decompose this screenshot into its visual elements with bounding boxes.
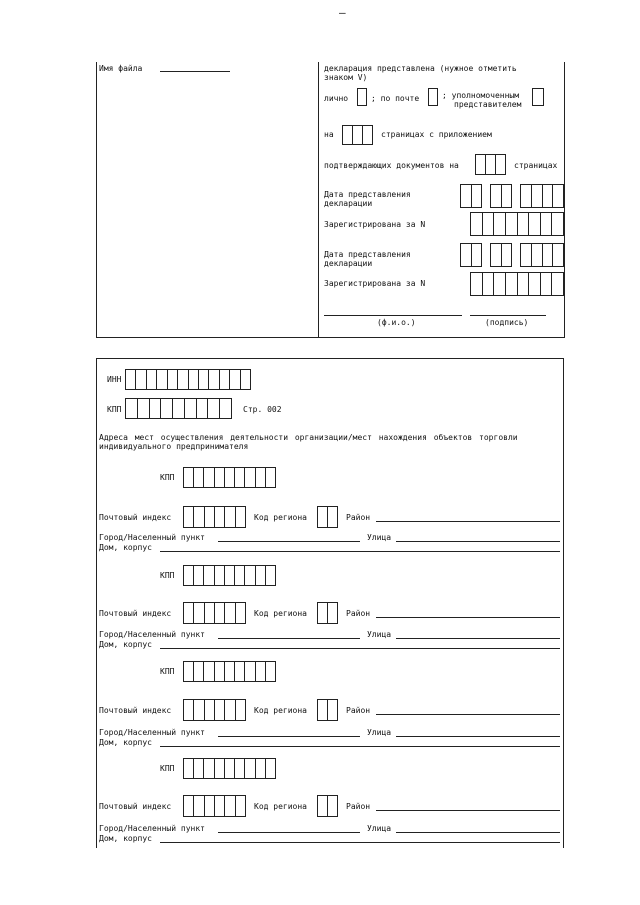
region-code-boxes[interactable] <box>317 699 338 721</box>
street-label: Улица <box>367 630 392 639</box>
city-label: Город/Населенный пункт <box>99 533 205 542</box>
date-label-2: Дата представления <box>324 250 411 259</box>
district-field[interactable] <box>376 617 560 618</box>
kpp-block-boxes[interactable] <box>183 661 276 682</box>
file-name-label: Имя файла <box>99 64 143 73</box>
city-field[interactable] <box>218 736 360 737</box>
postal-index-label: Почтовый индекс <box>99 609 172 618</box>
authorized-rep-label-2: представителем <box>454 100 522 109</box>
supporting-docs-label: подтверждающих документов на <box>324 161 459 170</box>
district-label: Район <box>346 609 371 618</box>
region-code-boxes[interactable] <box>317 506 338 528</box>
inn-boxes[interactable] <box>125 369 251 390</box>
declaration-submitted-label: декларация представлена (нужное отметить <box>324 64 517 73</box>
region-code-label: Код региона <box>254 802 307 811</box>
declaration-mark-note: знаком V) <box>324 73 368 82</box>
kpp-block-label: КПП <box>160 667 175 676</box>
city-field[interactable] <box>218 832 360 833</box>
region-code-label: Код региона <box>254 513 307 522</box>
pages-end-label: страницах <box>514 161 558 170</box>
postal-index-label: Почтовый индекс <box>99 513 172 522</box>
city-label: Город/Населенный пункт <box>99 630 205 639</box>
house-field[interactable] <box>160 648 560 649</box>
house-field[interactable] <box>160 551 560 552</box>
registered-label-2: Зарегистрирована за N <box>324 279 426 288</box>
district-label: Район <box>346 513 371 522</box>
registered-label-1: Зарегистрирована за N <box>324 220 426 229</box>
by-mail-label: ; по почте <box>371 94 420 103</box>
kpp-block-boxes[interactable] <box>183 467 276 488</box>
date-year-boxes-1[interactable] <box>520 184 564 208</box>
street-field[interactable] <box>396 638 560 639</box>
by-mail-checkbox[interactable] <box>428 88 438 106</box>
postal-index-boxes[interactable] <box>183 699 246 721</box>
region-code-label: Код региона <box>254 609 307 618</box>
date-label-2b: декларации <box>324 259 373 268</box>
region-code-boxes[interactable] <box>317 795 338 817</box>
district-label: Район <box>346 802 371 811</box>
date-year-boxes-2[interactable] <box>520 243 564 267</box>
kpp-block-label: КПП <box>160 473 175 482</box>
kpp-boxes[interactable] <box>125 398 232 419</box>
street-label: Улица <box>367 533 392 542</box>
kpp-label: КПП <box>107 405 122 414</box>
house-field[interactable] <box>160 842 560 843</box>
city-field[interactable] <box>218 638 360 639</box>
kpp-block-boxes[interactable] <box>183 758 276 779</box>
file-name-field[interactable] <box>160 71 230 72</box>
street-field[interactable] <box>396 736 560 737</box>
house-label: Дом, корпус <box>99 640 152 649</box>
date-label-1b: декларации <box>324 199 373 208</box>
city-label: Город/Населенный пункт <box>99 728 205 737</box>
kpp-block-label: КПП <box>160 764 175 773</box>
signature-label: (подпись) <box>485 318 529 327</box>
house-label: Дом, корпус <box>99 834 152 843</box>
city-field[interactable] <box>218 541 360 542</box>
registered-number-boxes-2[interactable] <box>470 272 564 296</box>
house-field[interactable] <box>160 746 560 747</box>
region-code-label: Код региона <box>254 706 307 715</box>
fio-field[interactable] <box>324 315 462 316</box>
in-person-checkbox[interactable] <box>357 88 367 106</box>
district-field[interactable] <box>376 521 560 522</box>
page-mark: – <box>339 6 346 19</box>
street-label: Улица <box>367 824 392 833</box>
city-label: Город/Населенный пункт <box>99 824 205 833</box>
district-label: Район <box>346 706 371 715</box>
house-label: Дом, корпус <box>99 738 152 747</box>
kpp-block-boxes[interactable] <box>183 565 276 586</box>
authorized-rep-checkbox[interactable] <box>532 88 544 106</box>
date-day-boxes-1[interactable] <box>460 184 482 208</box>
supporting-pages-boxes[interactable] <box>475 154 506 175</box>
postal-index-label: Почтовый индекс <box>99 706 172 715</box>
date-day-boxes-2[interactable] <box>460 243 482 267</box>
postal-index-boxes[interactable] <box>183 506 246 528</box>
pages-count-boxes[interactable] <box>342 125 373 145</box>
authorized-rep-label: ; уполномоченным <box>442 91 520 100</box>
region-code-boxes[interactable] <box>317 602 338 624</box>
date-month-boxes-2[interactable] <box>490 243 512 267</box>
fio-label: (ф.и.о.) <box>377 318 416 327</box>
pages-with-attachment-label: страницах с приложением <box>381 130 492 139</box>
district-field[interactable] <box>376 714 560 715</box>
house-label: Дом, корпус <box>99 543 152 552</box>
street-field[interactable] <box>396 541 560 542</box>
on-label: на <box>324 130 334 139</box>
postal-index-label: Почтовый индекс <box>99 802 172 811</box>
signature-field[interactable] <box>470 315 546 316</box>
street-label: Улица <box>367 728 392 737</box>
page-number-label: Стр. 002 <box>243 405 282 414</box>
registered-number-boxes-1[interactable] <box>470 212 564 236</box>
postal-index-boxes[interactable] <box>183 602 246 624</box>
postal-index-boxes[interactable] <box>183 795 246 817</box>
street-field[interactable] <box>396 832 560 833</box>
addresses-heading-2: индивидуального предпринимателя <box>99 442 249 451</box>
date-label-1: Дата представления <box>324 190 411 199</box>
district-field[interactable] <box>376 810 560 811</box>
date-month-boxes-1[interactable] <box>490 184 512 208</box>
addresses-heading: Адреса мест осуществления деятельности организации/мест нахождения объектов торговли <box>99 433 518 442</box>
in-person-label: лично <box>324 94 349 103</box>
kpp-block-label: КПП <box>160 571 175 580</box>
inn-label: ИНН <box>107 375 122 384</box>
